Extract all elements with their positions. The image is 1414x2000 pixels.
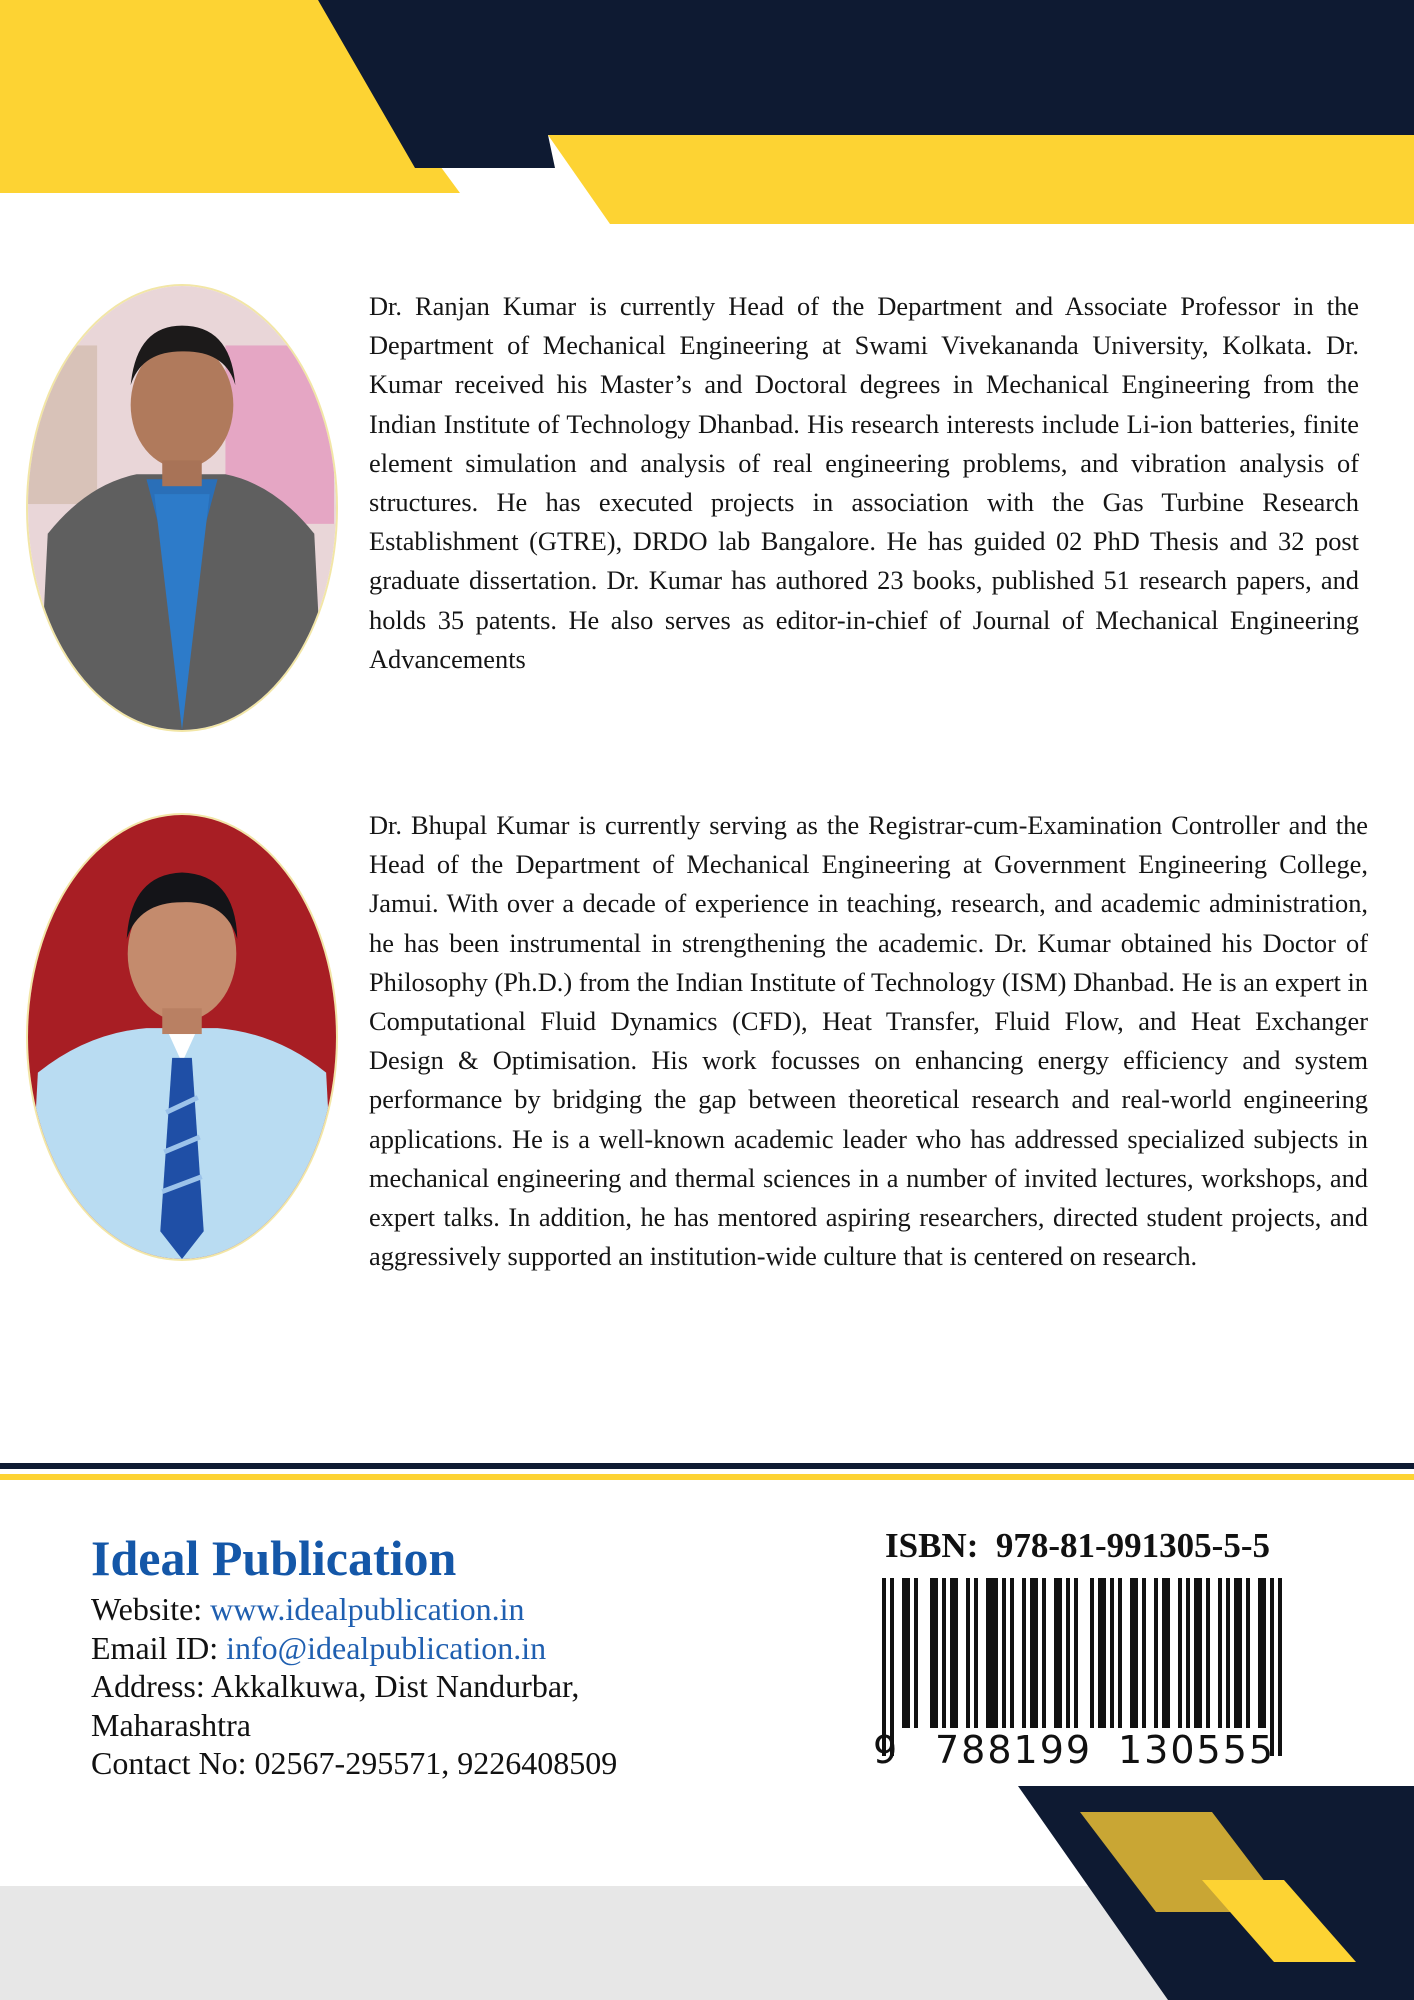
barcode-bar: [1194, 1578, 1198, 1728]
website-label: Website:: [91, 1591, 211, 1627]
barcode-bar: [1238, 1578, 1242, 1728]
top-yellow-band: [548, 135, 1414, 224]
barcode-bar: [1178, 1578, 1182, 1728]
author-bio-ranjan-kumar: Dr. Ranjan Kumar is currently Head of the Department and Associate Professor in the Department of Mechanical Engineering at Swami Vivekananda University, Kolkata. Dr. Kumar received his Master’s and Doctoral degrees in Mechanical Engineering from the Indian Institute of Technology Dhanbad. His research interests include Li-ion batteries, finite element simulation and analysis of real engineering problems, and vibration analysis of structures. He has executed projects in association with the Gas Turbine Research Establishment (GTRE), DRDO lab Bangalore. He has guided 02 PhD Thesis and 32 post graduate dissertation. Dr. Kumar has authored 23 books, published 51 research papers, and holds 35 patents. He also serves as editor-in-chief of Journal of Mechanical Engineering Advancements: [369, 291, 1359, 674]
barcode-bar: [1054, 1578, 1058, 1728]
barcode-digit-first: 9: [873, 1728, 900, 1772]
barcode-bar: [1030, 1578, 1034, 1728]
barcode-bar: [994, 1578, 998, 1728]
barcode-bar: [1058, 1578, 1062, 1728]
barcode-bar: [990, 1578, 994, 1728]
address-line-2: Maharashtra: [91, 1706, 251, 1743]
barcode-bar: [1198, 1578, 1202, 1728]
barcode-bar: [1102, 1578, 1106, 1728]
author-photo-ranjan-kumar: [26, 284, 338, 732]
publisher-name: Ideal Publication: [91, 1530, 457, 1586]
barcode-bar: [1066, 1578, 1070, 1728]
barcode-bar: [1074, 1578, 1078, 1728]
separator-yellow-rule: [0, 1474, 1414, 1480]
barcode-bar: [914, 1578, 918, 1728]
barcode-bar: [1090, 1578, 1094, 1728]
barcode-bar: [902, 1578, 906, 1728]
barcode-bar: [1162, 1578, 1166, 1728]
barcode-bar: [1010, 1578, 1014, 1728]
barcode-bar: [1234, 1578, 1238, 1728]
isbn-value: 978-81-991305-5-5: [995, 1526, 1270, 1565]
barcode-bar: [1258, 1578, 1262, 1728]
barcode-bar: [1186, 1578, 1190, 1728]
barcode-bar: [954, 1578, 958, 1728]
barcode-bar: [1002, 1578, 1006, 1728]
portrait-photo-icon: [28, 286, 336, 730]
barcode-bar: [1134, 1578, 1138, 1728]
barcode-bar: [1166, 1578, 1170, 1728]
barcode-bar: [1262, 1578, 1266, 1728]
barcode-bar: [1278, 1578, 1282, 1756]
email-label: Email ID:: [91, 1629, 227, 1666]
address-line-1: Address: Akkalkuwa, Dist Nandurbar,: [91, 1668, 580, 1704]
website-line: [91, 1590, 691, 1629]
author-photo-bhupal-kumar: [26, 813, 338, 1261]
barcode-bar: [942, 1578, 946, 1728]
barcode-bar: [930, 1578, 934, 1728]
barcode-bar: [1098, 1578, 1102, 1728]
barcode-bar: [1118, 1578, 1122, 1728]
barcode-bar: [1218, 1578, 1222, 1728]
barcode-bar: [1042, 1578, 1046, 1728]
barcode-bar: [1226, 1578, 1230, 1728]
email-link[interactable]: info@idealpublication.in: [226, 1629, 547, 1666]
barcode-bar: [1110, 1578, 1114, 1728]
website-link[interactable]: www.idealpublication.in: [210, 1591, 525, 1627]
barcode-bar: [1206, 1578, 1210, 1728]
barcode-bar: [934, 1578, 938, 1728]
separator-black-rule: [0, 1463, 1414, 1469]
barcode-bar: [950, 1578, 954, 1728]
barcode-bar: [1154, 1578, 1158, 1728]
barcode-bar: [974, 1578, 978, 1728]
isbn-text: [885, 1526, 1270, 1566]
barcode-bar: [1034, 1578, 1038, 1728]
barcode-bar: [966, 1578, 970, 1728]
barcode-bar: [1022, 1578, 1026, 1728]
barcode-bar: [986, 1578, 990, 1728]
contact-line: Contact No: 02567-295571, 9226408509: [91, 1745, 618, 1781]
email-line: [91, 1629, 691, 1668]
portrait-photo-icon: [28, 815, 336, 1259]
barcode-bar: [906, 1578, 910, 1728]
barcode-bar: [1142, 1578, 1146, 1728]
barcode-bar: [1130, 1578, 1134, 1728]
author-bio-bhupal-kumar: Dr. Bhupal Kumar is currently serving as the Registrar-cum-Examination Controller and the Head of the Department of Mechanical Engineering at Government Engineering College, Jamui. With over a decade of experience in teaching, research, and academic administration, he has been instrumental in strengthening the academic. Dr. Kumar obtained his Doctor of Philosophy (Ph.D.) from the Indian Institute of Technology (ISM) Dhanbad. He is an expert in Computational Fluid Dynamics (CFD), Heat Transfer, Fluid Flow, and Heat Exchanger Design & Optimisation. His work focusses on enhancing energy efficiency and system performance by bridging the gap between theoretical research and real-world engineering applications. He is a well-known academic leader who has addressed specialized subjects in mechanical engineering and thermal sciences in a number of invited lectures, workshops, and expert talks. In addition, he has mentored aspiring researchers, directed student projects, and aggressively supported an institution-wide culture that is centered on research.: [369, 810, 1368, 1272]
barcode-digits-right: 130555: [1118, 1728, 1276, 1772]
barcode-bar: [1246, 1578, 1250, 1728]
publisher-details: [91, 1590, 691, 1783]
isbn-label: ISBN:: [885, 1526, 979, 1565]
barcode-digits-left: 788199: [935, 1728, 1093, 1772]
